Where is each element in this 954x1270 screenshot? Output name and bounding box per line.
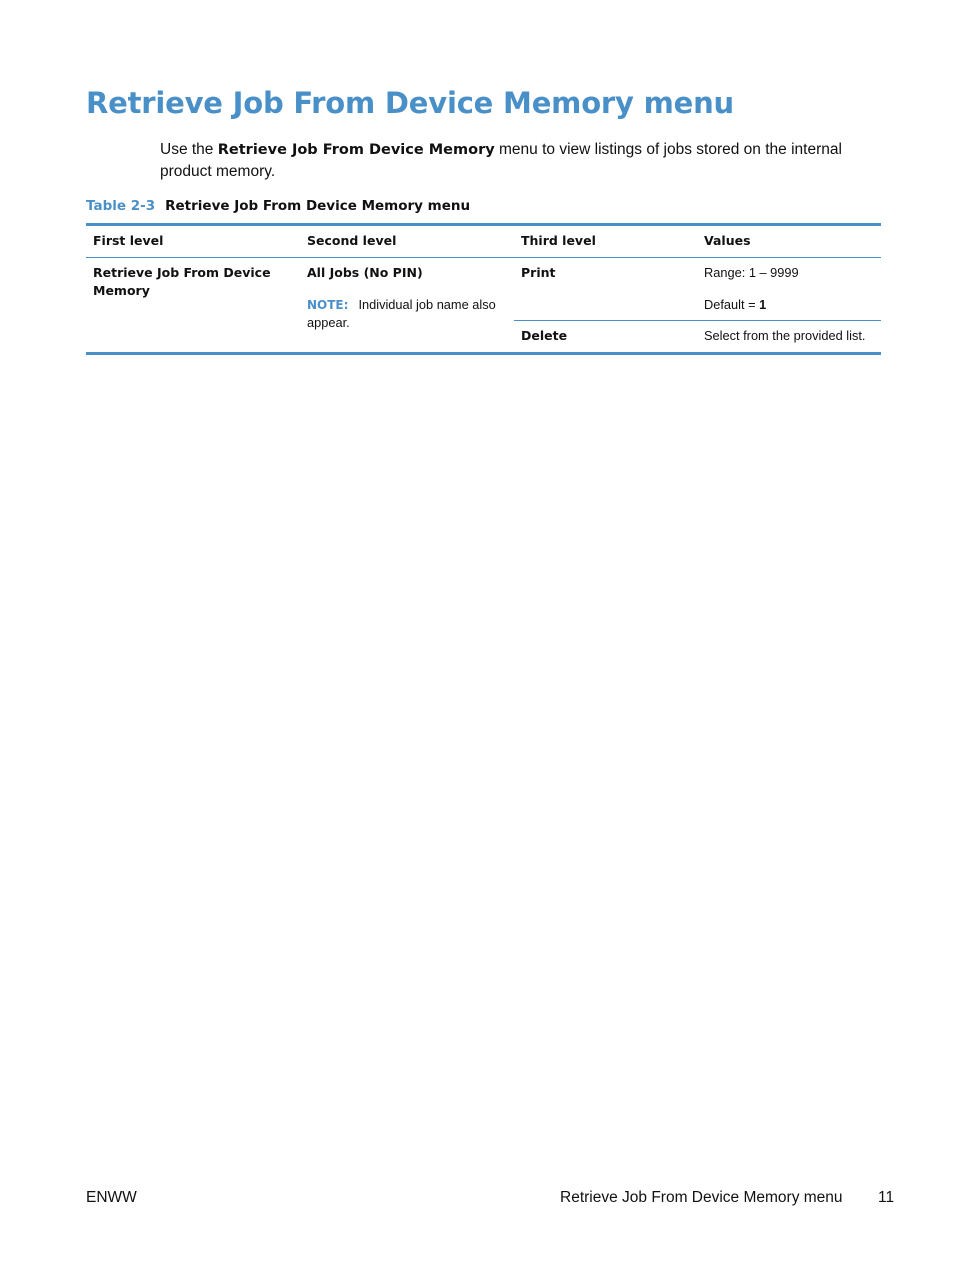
header-second-level: Second level (307, 233, 397, 248)
intro-suffix: menu to view listings of jobs stored on the internal product memory. (160, 141, 842, 180)
table-caption-text: Retrieve Job From Device Memory menu (165, 198, 471, 214)
header-values: Values (704, 233, 751, 248)
table-bottom-rule (86, 352, 881, 355)
cell-second-level: All Jobs (No PIN) (307, 265, 423, 280)
default-value: 1 (759, 297, 767, 312)
intro-prefix: Use the (160, 141, 218, 158)
cell-values-default (704, 296, 766, 314)
note-label: NOTE: (307, 298, 349, 312)
table-caption (86, 198, 470, 214)
table-header-rule (86, 257, 881, 258)
header-first-level: First level (93, 233, 164, 248)
page-title: Retrieve Job From Device Memory menu (86, 86, 734, 120)
cell-third-level-print: Print (521, 265, 556, 280)
menu-table (86, 223, 881, 355)
header-third-level: Third level (521, 233, 596, 248)
intro-menu-name: Retrieve Job From Device Memory (217, 142, 495, 158)
table-row-divider (514, 320, 881, 321)
cell-values-range: Range: 1 – 9999 (704, 265, 799, 280)
default-prefix: Default = (704, 297, 760, 312)
intro-paragraph (160, 139, 870, 183)
table-top-rule (86, 223, 881, 226)
footer-page-number: 11 (878, 1189, 895, 1206)
footer-locale: ENWW (86, 1189, 137, 1206)
footer-section-title: Retrieve Job From Device Memory menu (560, 1189, 843, 1206)
cell-second-level-note (307, 296, 507, 332)
table-caption-number: Table 2-3 (86, 198, 156, 214)
note-text: Individual job name also appear. (307, 297, 496, 330)
cell-third-level-delete: Delete (521, 328, 568, 343)
cell-values-delete: Select from the provided list. (704, 328, 866, 343)
cell-first-level: Retrieve Job From Device Memory (93, 265, 271, 298)
